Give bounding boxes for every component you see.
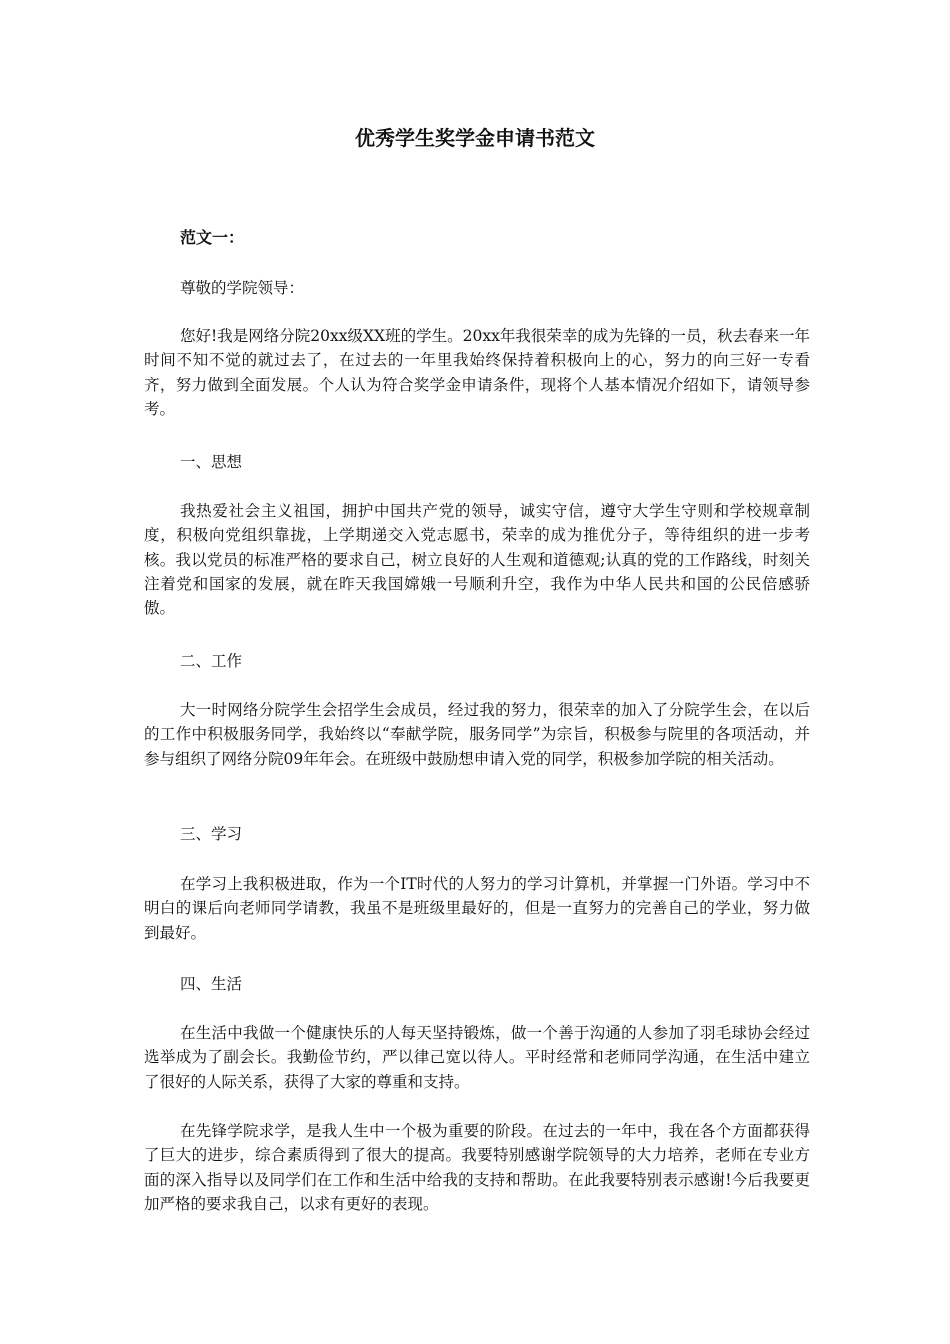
document-title: 优秀学生奖学金申请书范文 [355,126,595,150]
section-heading-life: 四、生活 [180,975,243,993]
section-heading-study: 三、学习 [180,825,243,843]
closing-paragraph: 在先锋学院求学，是我人生中一个极为重要的阶段。在过去的一年中，我在各个方面都获得了巨大的进步，综合素质得到了很大的提高。我要特别感谢学院领导的大力培养，老师在专业方面的深入指导以及同学们在工作和生活中给我的支持和帮助。在此我要特别表示感谢!今后我要更加严格的要求我自己，以求有更好的表现。 [144,1122,810,1213]
salutation: 尊敬的学院领导： [180,279,305,297]
section-body-study: 在学习上我积极进取，作为一个IT时代的人努力的学习计算机，并掌握一门外语。学习中不明白的课后向老师同学请教，我虽不是班级里最好的，但是一直努力的完善自己的学业，努力做到最好。 [144,875,810,942]
section-body-life: 在生活中我做一个健康快乐的人每天坚持锻炼，做一个善于沟通的人参加了羽毛球协会经过选举成为了副会长。我勤俭节约，严以律己宽以待人。平时经常和老师同学沟通，在生活中建立了很好的人际关系，获得了大家的尊重和支持。 [144,1024,810,1091]
section-heading-thought: 一、思想 [180,453,243,471]
section-heading-work: 二、工作 [180,652,243,670]
section-body-work: 大一时网络分院学生会招学生会成员，经过我的努力，很荣幸的加入了分院学生会，在以后的工作中积极服务同学，我始终以“奉献学院，服务同学”为宗旨，积极参与院里的各项活动，并参与组织了网络分院09年年会。在班级中鼓励想申请入党的同学，积极参加学院的相关活动。 [144,701,810,768]
sample-subtitle: 范文一： [180,228,245,247]
intro-paragraph: 您好!我是网络分院20xx级XX班的学生。20xx年我很荣幸的成为先锋的一员，秋去春来一年时间不知不觉的就过去了，在过去的一年里我始终保持着积极向上的心，努力的向三好一专看齐，努力做到全面发展。个人认为符合奖学金申请条件，现将个人基本情况介绍如下，请领导参考。 [144,327,810,418]
section-body-thought: 我热爱社会主义祖国，拥护中国共产党的领导，诚实守信，遵守大学生守则和学校规章制度，积极向党组织靠拢，上学期递交入党志愿书，荣幸的成为推优分子，等待组织的进一步考核。我以党员的标准严格的要求自己，树立良好的人生观和道德观;认真的党的工作路线，时刻关注着党和国家的发展，就在昨天我国嫦娥一号顺利升空，我作为中华人民共和国的公民倍感骄傲。 [144,502,810,618]
